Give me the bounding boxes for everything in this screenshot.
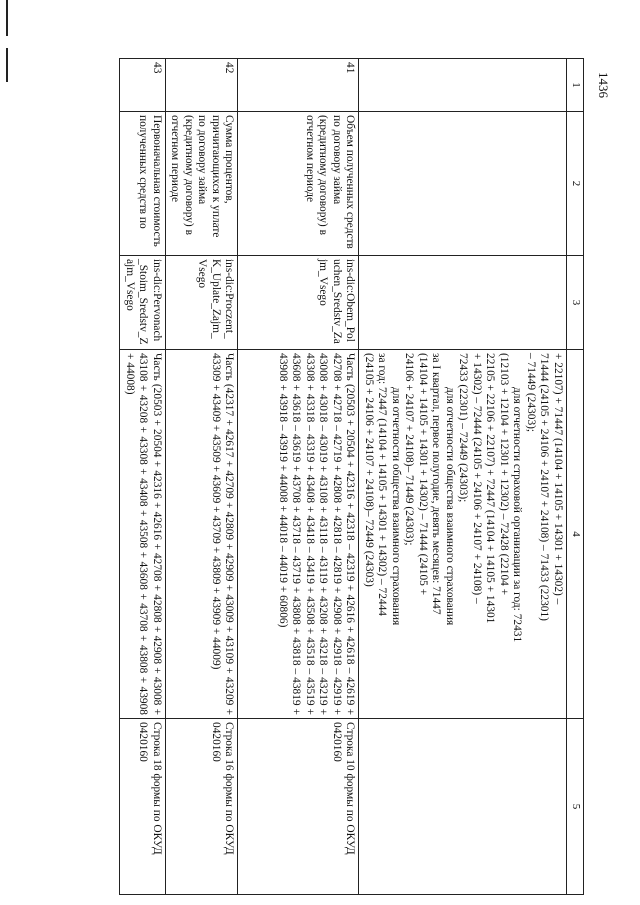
indicator-name: Объем полученных средств по договору займа (кредитному договору) в отчетном периоде: [238, 112, 359, 256]
continued-formula-cell: [359, 350, 567, 719]
row-number: 43: [120, 59, 166, 112]
formula-line: за I квартал, первое полугодие, девять месяцев: 71447: [430, 353, 443, 615]
formula-line: 72433 (22301) – 72449 (24303);: [457, 353, 470, 503]
table-row: [120, 59, 166, 895]
indicator-tag: ins-dic:Proczent_K_Uplate_Zajm_Vsego: [166, 256, 239, 350]
indicator-name: Сумма процентов, причитающихся к уплате по договору займа (кредитному договору) в отчетном периоде: [166, 112, 239, 256]
calculation-formula: Часть (42317 + 42617 + 42709 + 42809 + 42909 + 43009 + 43109 + 43209 + 43309 + 43409 + 43509 + 43609 + 43709 + 43809 + 43909 + 44009): [166, 350, 239, 719]
source-reference: Строка 18 формы по ОКУД 0420160: [120, 719, 166, 895]
row-number: 41: [238, 59, 359, 112]
formula-line: + 14302) – 72444 (24105 + 24106 + 24107 + 24108) –: [471, 353, 483, 604]
col-header-2: 2: [567, 112, 584, 256]
formula-line: (12103 + 12104 + 12301 + 12302) – 72428 (22104 +: [498, 353, 510, 596]
margin-rule: [6, 0, 8, 36]
formula-line: 24106 + 24107 + 24108)– 71449 (24303);: [403, 353, 416, 546]
table-row: [166, 59, 239, 895]
indicator-tag: ins-dic:Pervonach_Stoim_Sredstv_Zajm_Vsego: [120, 256, 166, 350]
source-reference: Строка 10 формы по ОКУД 0420160: [238, 719, 359, 895]
col-header-3: 3: [567, 256, 584, 350]
formula-line: 22105 + 22106 + 22107) + 72447 (14104 + 14105 + 14301: [484, 353, 497, 624]
formula-line: (14104 + 14105 + 14301 + 14302) – 71444 (24105 +: [417, 353, 429, 596]
col-header-5: 5: [567, 719, 584, 895]
margin-rule: [6, 48, 8, 82]
formula-line: (24105 + 24106 + 24107 + 24108)– 72449 (24303): [363, 353, 375, 587]
formula-line: для отчетности общества взаимного страхования: [444, 387, 456, 626]
column-number-row: [567, 59, 584, 895]
indicator-tag: ins-dic:Obem_Poluchen_Sredstv_Zajm_Vsego: [238, 256, 359, 350]
rotated-page-content: [120, 58, 585, 895]
page-number: 1436: [596, 72, 611, 98]
indicator-table: [120, 58, 585, 895]
calculation-formula: Часть (20503 + 20504 + 42316 + 42616 + 42708 + 42808 + 42908 + 43008 + 43108 + 43208 + 43308 + 43408 + 43508 + 43608 + 43708 + 43808 + 43908 + 44008): [120, 350, 166, 719]
formula-line: для отчетности страховой организации за год: 72431: [511, 387, 524, 643]
table-row: [238, 59, 359, 895]
continuation-row: [359, 59, 567, 895]
source-reference: Строка 16 формы по ОКУД 0420160: [166, 719, 239, 895]
formula-line: + 22107) + 71447 (14104 + 14105 + 14301 + 14302) –: [552, 353, 564, 605]
col-header-4: 4: [567, 350, 584, 719]
formula-line: для отчетности общества взаимного страхования: [390, 387, 402, 626]
calculation-formula: Часть (20503 + 20504 + 42316 + 42318 – 42319 + 42616 + 42618 – 42619 + 42708 + 42718 – 42719 + 42808 + 42818 – 42819 + 42908 + 42918 – 42919 + 43008 + 43018 – 43019 + 43108 + 43118 – 43119 + 43208 + 43218 – 43219 + 43308 + 43318 – 43319 + 43408 + 43418 – 43419 + 43508 + 43518 – 43519 + 43608 + 43618 – 43619 + 43708 + 43718 – 43719 + 43808 + 43818 – 43819 + 43908 + 43918 – 43919 + 44008 + 44018 – 44019 + 60806): [238, 350, 359, 719]
formula-line: за год: 72447 (14104 + 14105 + 14301 + 14302) – 72444: [376, 353, 389, 617]
col-header-1: 1: [567, 59, 584, 112]
indicator-name: Первоначальная стоимость полученных средств по: [120, 112, 166, 256]
formula-line: 71444 (24105 + 24106 + 24107 + 24108) – 71433 (22301): [538, 353, 551, 621]
formula-line: – 71449 (24303);: [525, 353, 537, 433]
row-number: 42: [166, 59, 239, 112]
